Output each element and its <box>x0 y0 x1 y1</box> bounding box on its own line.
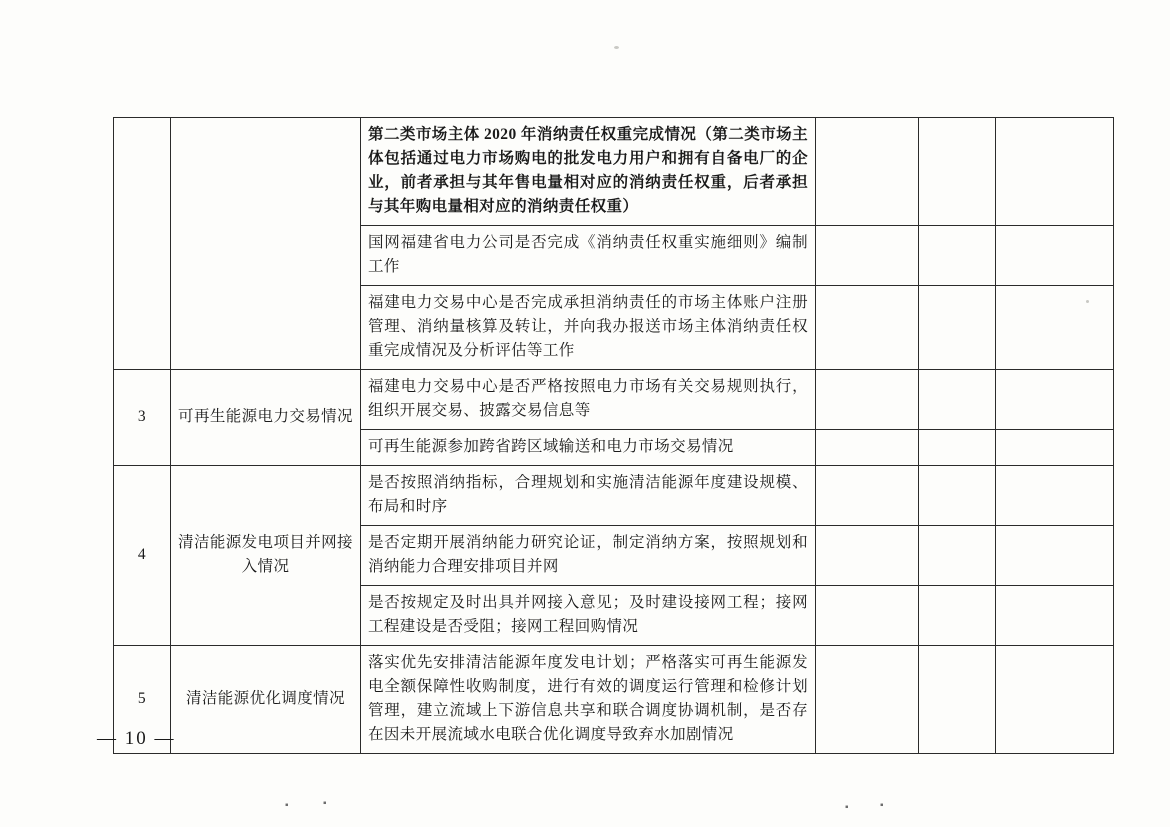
table-row <box>114 118 1114 226</box>
row-item-cell: 是否按规定及时出具并网接入意见；及时建设接网工程；接网工程建设是否受阻；接网工程回购情况 <box>361 586 816 646</box>
table-body <box>114 118 1114 754</box>
table-row <box>114 466 1114 526</box>
scan-artifact: ▪ <box>845 802 849 813</box>
row-blank-cell-1 <box>816 466 919 526</box>
row-number-cell: 4 <box>114 466 171 646</box>
row-blank-cell-3 <box>996 586 1114 646</box>
row-blank-cell-3 <box>996 118 1114 226</box>
row-category-cell: 可再生能源电力交易情况 <box>171 370 361 466</box>
scan-artifact: ▪ <box>880 800 884 811</box>
row-item-cell: 是否按照消纳指标，合理规划和实施清洁能源年度建设规模、布局和时序 <box>361 466 816 526</box>
table-row <box>114 370 1114 430</box>
scan-artifact: ▪ <box>285 800 289 811</box>
row-blank-cell-3 <box>996 430 1114 466</box>
row-blank-cell-3 <box>996 370 1114 430</box>
row-item-cell: 第二类市场主体 2020 年消纳责任权重完成情况（第二类市场主体包括通过电力市场购电的批发电力用户和拥有自备电厂的企业，前者承担与其年售电量相对应的消纳责任权重，后者承担与其年购电量相对应的消纳责任权重） <box>361 118 816 226</box>
row-blank-cell-2 <box>919 226 996 286</box>
row-blank-cell-2 <box>919 586 996 646</box>
row-blank-cell-2 <box>919 370 996 430</box>
row-blank-cell-2 <box>919 286 996 370</box>
row-blank-cell-2 <box>919 646 996 754</box>
row-number-cell <box>114 118 171 370</box>
inspection-checklist-table <box>113 117 1114 754</box>
table-row <box>114 646 1114 754</box>
scan-artifact: ▪ <box>323 798 327 809</box>
row-category-cell: 清洁能源优化调度情况 <box>171 646 361 754</box>
row-blank-cell-2 <box>919 430 996 466</box>
scan-speck <box>614 46 619 49</box>
row-category-cell <box>171 118 361 370</box>
row-blank-cell-3 <box>996 286 1114 370</box>
row-blank-cell-1 <box>816 226 919 286</box>
row-item-cell: 落实优先安排清洁能源年度发电计划；严格落实可再生能源发电全额保障性收购制度，进行有效的调度运行管理和检修计划管理，建立流域上下游信息共享和联合调度协调机制，是否存在因未开展流域水电联合优化调度导致弃水加剧情况 <box>361 646 816 754</box>
row-item-cell: 国网福建省电力公司是否完成《消纳责任权重实施细则》编制工作 <box>361 226 816 286</box>
row-item-cell: 福建电力交易中心是否完成承担消纳责任的市场主体账户注册管理、消纳量核算及转让，并向我办报送市场主体消纳责任权重完成情况及分析评估等工作 <box>361 286 816 370</box>
row-blank-cell-1 <box>816 526 919 586</box>
row-item-cell: 可再生能源参加跨省跨区域输送和电力市场交易情况 <box>361 430 816 466</box>
row-category-cell: 清洁能源发电项目并网接入情况 <box>171 466 361 646</box>
row-blank-cell-2 <box>919 118 996 226</box>
row-blank-cell-2 <box>919 466 996 526</box>
row-item-cell: 福建电力交易中心是否严格按照电力市场有关交易规则执行，组织开展交易、披露交易信息等 <box>361 370 816 430</box>
row-blank-cell-1 <box>816 286 919 370</box>
row-blank-cell-3 <box>996 226 1114 286</box>
row-blank-cell-3 <box>996 466 1114 526</box>
row-blank-cell-1 <box>816 430 919 466</box>
row-item-cell: 是否定期开展消纳能力研究论证，制定消纳方案，按照规划和消纳能力合理安排项目并网 <box>361 526 816 586</box>
row-blank-cell-1 <box>816 370 919 430</box>
page-number: — 10 — <box>97 728 176 749</box>
row-blank-cell-2 <box>919 526 996 586</box>
row-blank-cell-3 <box>996 526 1114 586</box>
row-blank-cell-3 <box>996 646 1114 754</box>
row-blank-cell-1 <box>816 586 919 646</box>
row-blank-cell-1 <box>816 118 919 226</box>
row-number-cell: 3 <box>114 370 171 466</box>
row-blank-cell-1 <box>816 646 919 754</box>
row-number-cell: 5 <box>114 646 171 754</box>
